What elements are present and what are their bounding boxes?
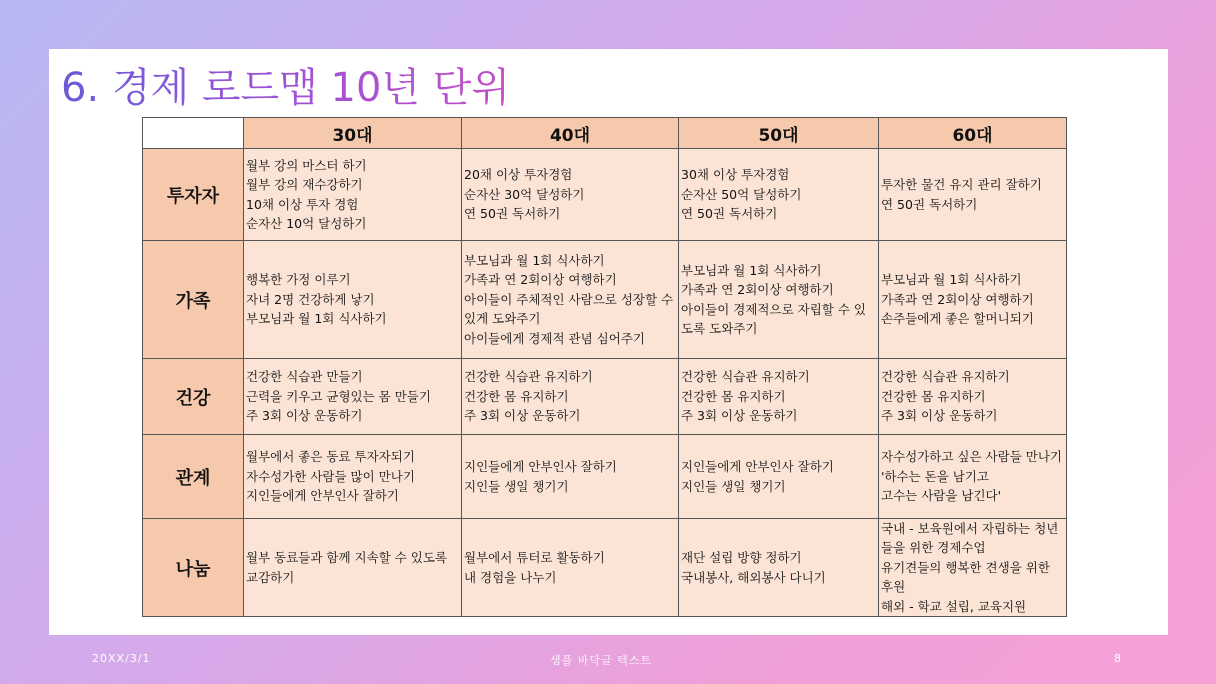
column-header-30s: 30대 [244, 118, 462, 149]
row-header-family: 가족 [143, 241, 244, 359]
table-row [143, 149, 1067, 241]
table-cell: 30채 이상 투자경험 순자산 50억 달성하기 연 50권 독서하기 [679, 149, 879, 241]
slide-title: 6. 경제 로드맵 10년 단위 [61, 60, 510, 116]
table-cell: 행복한 가정 이루기 자녀 2명 건강하게 낳기 부모님과 월 1회 식사하기 [244, 241, 462, 359]
table-row [143, 519, 1067, 617]
footer-date: 20XX/3/1 [92, 652, 151, 665]
row-header-relationships: 관계 [143, 435, 244, 519]
table-cell: 부모님과 월 1회 식사하기 가족과 연 2회이상 여행하기 아이들이 주체적인 사람으로 성장할 수 있게 도와주기 아이들에게 경제적 관념 심어주기 [462, 241, 679, 359]
row-header-sharing: 나눔 [143, 519, 244, 617]
footer-text: 샘플 바닥글 텍스트 [550, 654, 653, 667]
table-cell: 지인들에게 안부인사 잘하기 지인들 생일 챙기기 [679, 435, 879, 519]
table-corner-cell [143, 118, 244, 149]
column-header-60s: 60대 [879, 118, 1067, 149]
row-header-investor: 투자자 [143, 149, 244, 241]
table-cell: 지인들에게 안부인사 잘하기 지인들 생일 챙기기 [462, 435, 679, 519]
table-cell: 자수성가하고 싶은 사람들 만나기 '하수는 돈을 남기고 고수는 사람을 남긴다' [879, 435, 1067, 519]
table-row [143, 359, 1067, 435]
roadmap-table [142, 117, 1067, 617]
table-cell: 국내 - 보육원에서 자립하는 청년들을 위한 경제수업 유기견들의 행복한 견생을 위한 후원 해외 - 학교 설립, 교육지원 [879, 519, 1067, 617]
column-header-40s: 40대 [462, 118, 679, 149]
table-cell: 재단 설립 방향 정하기 국내봉사, 해외봉사 다니기 [679, 519, 879, 617]
table-header-row [143, 118, 1067, 149]
table-cell: 투자한 물건 유지 관리 잘하기 연 50권 독서하기 [879, 149, 1067, 241]
table-cell: 월부에서 튜터로 활동하기 내 경험을 나누기 [462, 519, 679, 617]
page-number: 8 [1114, 652, 1122, 665]
table-row [143, 241, 1067, 359]
table-cell: 부모님과 월 1회 식사하기 가족과 연 2회이상 여행하기 아이들이 경제적으로 자립할 수 있도록 도와주기 [679, 241, 879, 359]
table-cell: 건강한 식습관 만들기 근력을 키우고 균형있는 몸 만들기 주 3회 이상 운동하기 [244, 359, 462, 435]
table-cell: 건강한 식습관 유지하기 건강한 몸 유지하기 주 3회 이상 운동하기 [879, 359, 1067, 435]
table-cell: 건강한 식습관 유지하기 건강한 몸 유지하기 주 3회 이상 운동하기 [462, 359, 679, 435]
table-row [143, 435, 1067, 519]
table-cell: 건강한 식습관 유지하기 건강한 몸 유지하기 주 3회 이상 운동하기 [679, 359, 879, 435]
table-cell: 20채 이상 투자경험 순자산 30억 달성하기 연 50권 독서하기 [462, 149, 679, 241]
table-cell: 월부에서 좋은 동료 투자자되기 자수성가한 사람들 많이 만나기 지인들에게 안부인사 잘하기 [244, 435, 462, 519]
row-header-health: 건강 [143, 359, 244, 435]
column-header-50s: 50대 [679, 118, 879, 149]
table-cell: 월부 강의 마스터 하기 월부 강의 재수강하기 10채 이상 투자 경험 순자산 10억 달성하기 [244, 149, 462, 241]
table-cell: 부모님과 월 1회 식사하기 가족과 연 2회이상 여행하기 손주들에게 좋은 할머니되기 [879, 241, 1067, 359]
table-cell: 월부 동료들과 함께 지속할 수 있도록 교감하기 [244, 519, 462, 617]
